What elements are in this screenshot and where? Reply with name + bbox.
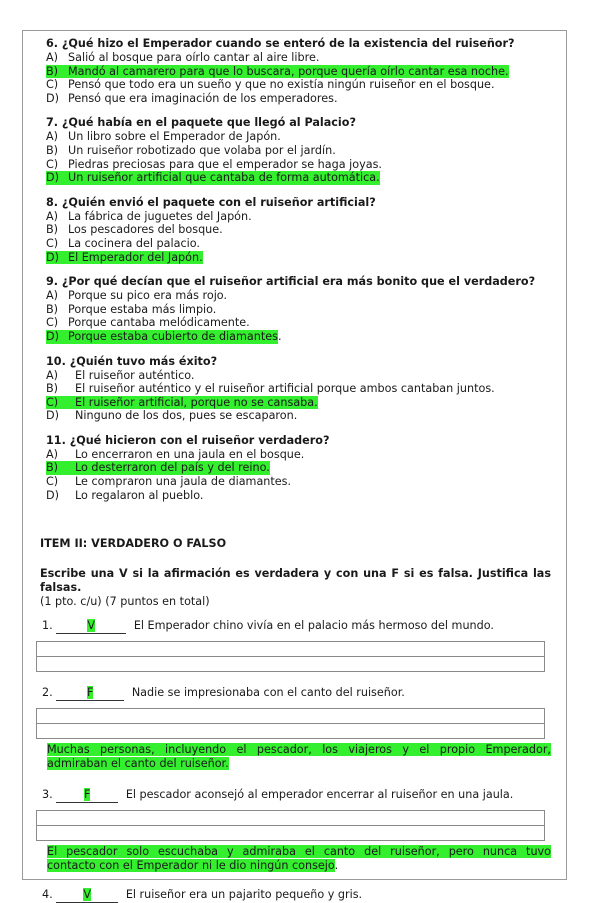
answer-blank[interactable]: F <box>56 686 124 701</box>
option-a: A) Porque su pico era más rojo. <box>46 289 228 303</box>
justification-lines[interactable] <box>36 708 545 739</box>
option-d-selected: D) El Emperador del Japón. <box>46 250 203 264</box>
question-8 <box>46 196 551 264</box>
justification-lines[interactable] <box>36 641 545 672</box>
option-b: B) Porque estaba más limpio. <box>46 302 217 316</box>
answer-blank[interactable]: V <box>56 619 126 634</box>
question-11 <box>46 434 551 502</box>
option-a: A) Salió al bosque para oírlo cantar al aire libre. <box>46 51 320 64</box>
option-d: D) Pensó que era imaginación de los emperadores. <box>46 91 338 105</box>
question-title: 8. ¿Quién envió el paquete con el ruiseñor artificial? <box>46 195 376 209</box>
question-title: 10. ¿Quién tuvo más éxito? <box>46 354 218 368</box>
option-d-selected: D) Un ruiseñor artificial que cantaba de forma automática. <box>46 171 380 185</box>
option-d: D) Ninguno de los dos, pues se escaparon. <box>46 409 298 423</box>
option-b-selected: B) Mandó al camarero para que lo buscara, porque quería oírlo cantar esa noche. <box>46 64 509 78</box>
item-2-section <box>40 537 551 903</box>
question-10 <box>46 355 551 423</box>
instruction: Escribe una V si la afirmación es verdadera y con una F si es falsa. Justifica las falsas. <box>40 567 551 594</box>
points-note: (1 pto. c/u) (7 puntos en total) <box>40 595 210 608</box>
option-d: D) Lo regalaron al pueblo. <box>46 488 204 502</box>
answer-blank[interactable]: V <box>56 888 118 903</box>
question-6 <box>46 37 551 105</box>
option-c: C) La cocinera del palacio. <box>46 236 200 250</box>
question-title: 11. ¿Qué hicieron con el ruiseñor verdadero? <box>46 433 330 447</box>
justification-text: Muchas personas, incluyendo el pescador, los viajeros y el propio Emperador, admiraban el canto del ruiseñor. <box>47 743 551 770</box>
option-b-selected: B) Lo desterraron del país y del reino. <box>46 461 270 475</box>
question-title: 6. ¿Qué hizo el Emperador cuando se enteró de la existencia del ruiseñor? <box>46 37 515 50</box>
option-a: A) La fábrica de juguetes del Japón. <box>46 209 252 223</box>
tf-item-4: 4. V El ruiseñor era un pajarito pequeño y gris. <box>42 888 363 901</box>
section-heading: ITEM II: VERDADERO O FALSO <box>40 537 227 550</box>
question-9 <box>46 275 551 343</box>
option-b: B) Los pescadores del bosque. <box>46 223 223 237</box>
worksheet-content <box>46 37 551 513</box>
option-b: B) Un ruiseñor robotizado que volaba por el jardín. <box>46 143 336 157</box>
option-a: A) Un libro sobre el Emperador de Japón. <box>46 130 281 144</box>
option-c-selected: C) El ruiseñor artificial, porque no se cansaba. <box>46 395 318 409</box>
option-a: A) Lo encerraron en una jaula en el bosque. <box>46 447 305 461</box>
option-b: B) El ruiseñor auténtico y el ruiseñor artificial porque ambos cantaban juntos. <box>46 382 495 396</box>
option-c: C) Pensó que todo era un sueño y que no existía ningún ruiseñor en el bosque. <box>46 78 495 92</box>
option-c: C) Piedras preciosas para que el emperador se haga joyas. <box>46 157 382 171</box>
justification-lines[interactable] <box>36 810 545 841</box>
option-d-selected: D) Porque estaba cubierto de diamantes . <box>46 329 282 343</box>
question-title: 9. ¿Por qué decían que el ruiseñor artificial era más bonito que el verdadero? <box>46 275 536 289</box>
option-c: C) Porque cantaba melódicamente. <box>46 316 250 330</box>
question-title: 7. ¿Qué había en el paquete que llegó al Palacio? <box>46 116 356 130</box>
option-a: A) El ruiseñor auténtico. <box>46 368 195 382</box>
tf-item-2: 2. F Nadie se impresionaba con el canto del ruiseñor. <box>42 686 405 699</box>
tf-item-1: 1. V El Emperador chino vivía en el palacio más hermoso del mundo. <box>42 619 494 632</box>
justification-text: El pescador solo escuchaba y admiraba el canto del ruiseñor, pero nunca tuvo contacto con el Emperador ni le dio ningún consejo. <box>47 845 551 872</box>
answer-blank[interactable]: F <box>56 788 118 803</box>
tf-item-3: 3. F El pescador aconsejó al emperador encerrar al ruiseñor en una jaula. <box>42 788 514 801</box>
option-c: C) Le compraron una jaula de diamantes. <box>46 475 292 489</box>
question-7 <box>46 116 551 184</box>
